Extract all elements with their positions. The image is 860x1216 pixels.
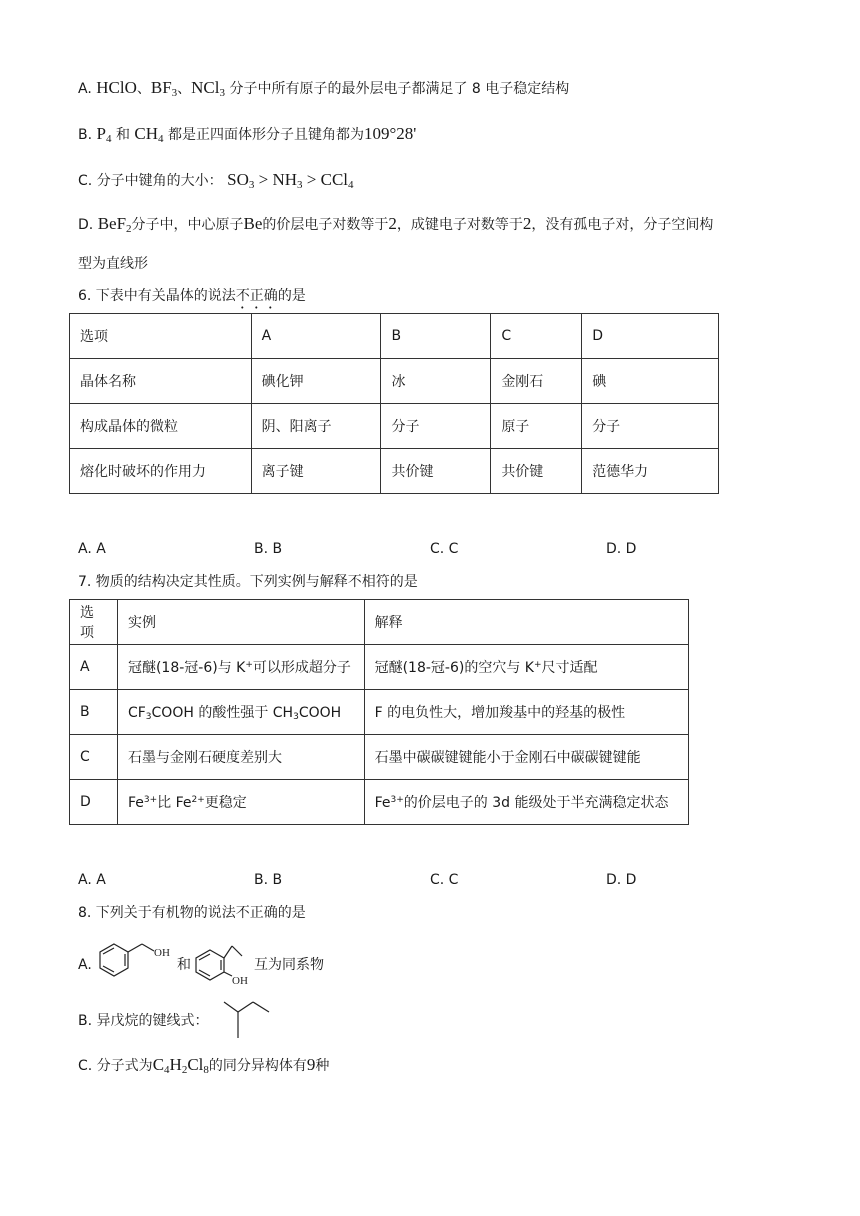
table-row <box>70 359 719 404</box>
table-cell <box>117 690 364 735</box>
option-text: 的同分异构体有 <box>208 1058 307 1074</box>
cell-text: 冠醚(18-冠-6)的空穴与 K <box>374 660 534 676</box>
superscript: + <box>533 660 542 670</box>
q6-stem <box>78 286 306 312</box>
formula-part: NCl <box>191 78 220 97</box>
option-text: 都是正四面体形分子且键角都为 <box>167 127 364 143</box>
number: 9 <box>306 1055 316 1074</box>
cell-text: 比 Fe <box>157 795 192 811</box>
connector-text: 和 <box>115 127 130 143</box>
q6-table-body <box>70 314 719 494</box>
hydroxyl-label: OH <box>232 975 248 987</box>
table-cell <box>117 645 364 690</box>
q8-option-a-label: A. <box>78 957 92 973</box>
subscript: 3 <box>248 179 255 191</box>
option-text: 分子式为 <box>96 1058 153 1074</box>
formula-be: Be <box>243 214 263 233</box>
option-text: 分子中键角的大小： <box>96 173 223 189</box>
formula-p4 <box>97 124 112 143</box>
table-cell: 石墨与金刚石硬度差别大 <box>117 735 364 780</box>
q5-option-c <box>78 170 354 191</box>
superscript: 3+ <box>390 795 404 805</box>
table-cell <box>117 780 364 825</box>
table-header-cell: B <box>381 314 491 359</box>
option-text: 种 <box>315 1058 330 1074</box>
subscript: 4 <box>158 133 164 145</box>
table-cell: B <box>70 690 118 735</box>
superscript: + <box>245 660 253 670</box>
subscript: 2 <box>126 223 132 235</box>
option-text: ，没有孤电子对，分子空间构 <box>531 217 714 233</box>
subscript: 8 <box>203 1064 209 1076</box>
option-label: B. <box>78 1013 93 1029</box>
stem-text: 6. 下表中有关晶体的说法 <box>78 288 236 304</box>
table-cell: 石墨中碳碳键键能小于金刚石中碳碳键键能 <box>364 735 688 780</box>
formula-part: BeF <box>97 214 127 233</box>
formula-part: CCl <box>320 170 349 189</box>
q6-choice-c[interactable]: C. C <box>430 541 459 557</box>
table-cell: 金刚石 <box>491 359 582 404</box>
subscript: 3 <box>171 87 178 99</box>
formula-ch4 <box>134 124 163 143</box>
table-cell: 阴、阳离子 <box>251 404 381 449</box>
number: 2 <box>388 214 397 233</box>
isopentane-skeletal-structure <box>220 996 276 1042</box>
q5-option-d <box>78 214 713 235</box>
formula-part: CH <box>134 124 159 143</box>
formula-part: Cl <box>187 1055 204 1074</box>
separator: 、 <box>177 81 192 97</box>
cell-text: 更稳定 <box>204 795 247 811</box>
formula-nh3 <box>272 170 302 189</box>
table-cell: 冰 <box>381 359 491 404</box>
q6-choice-b[interactable]: B. B <box>254 541 283 557</box>
formula-part: H <box>169 1055 182 1074</box>
table-cell: 分子 <box>381 404 491 449</box>
option-text: ，成键电子对数等于 <box>396 217 523 233</box>
cell-text: 可以形成超分子 <box>252 660 351 676</box>
table-header-cell: 实例 <box>117 600 364 645</box>
table-row <box>70 645 689 690</box>
greater-than: > <box>254 170 273 189</box>
q8-stem: 8. 下列关于有机物的说法不正确的是 <box>78 905 306 921</box>
table-cell: 原子 <box>491 404 582 449</box>
emphasized-text: 不正确 <box>235 288 278 304</box>
cell-text: COOH <box>298 705 342 721</box>
table-cell: 离子键 <box>251 449 381 494</box>
table-cell: 共价键 <box>381 449 491 494</box>
q8-option-b <box>78 1011 209 1031</box>
q7-table <box>69 599 689 825</box>
q5-option-d-line2: 型为直线形 <box>78 256 148 272</box>
benzyl-alcohol-structure <box>92 934 182 984</box>
table-cell: D <box>70 780 118 825</box>
option-label: B. <box>78 127 93 143</box>
formula-so3 <box>227 170 254 189</box>
cell-text: 尺寸适配 <box>541 660 598 676</box>
table-header-cell: A <box>251 314 381 359</box>
table-row <box>70 690 689 735</box>
table-cell <box>364 645 688 690</box>
subscript: 4 <box>105 133 112 145</box>
option-label: D. <box>78 217 94 233</box>
option-text: 分子中，中心原子 <box>131 217 244 233</box>
formula-ccl4 <box>321 170 354 189</box>
formula-c4h2cl8 <box>153 1055 209 1074</box>
formula-ncl3 <box>191 78 225 97</box>
bond-angle: 109°28' <box>363 124 417 143</box>
formula-hclo: HClO <box>96 78 137 97</box>
q8-option-c <box>78 1055 329 1076</box>
q6-choice-a[interactable]: A. A <box>78 541 106 557</box>
table-cell: 碘 <box>582 359 719 404</box>
superscript: 2+ <box>191 795 205 805</box>
cell-text: Fe <box>374 795 391 811</box>
q6-choice-d[interactable]: D. D <box>606 541 637 557</box>
formula-part: BF <box>150 78 172 97</box>
greater-than: > <box>302 170 321 189</box>
cell-text: CF <box>127 705 146 721</box>
table-cell: 共价键 <box>491 449 582 494</box>
table-cell: F 的电负性大，增加羧基中的羟基的极性 <box>364 690 688 735</box>
formula-part: NH <box>272 170 298 189</box>
formula-bef2 <box>98 214 132 233</box>
option-text: 的价层电子对数等于 <box>262 217 389 233</box>
q5-option-a <box>78 78 569 99</box>
cell-text: 冠醚(18-冠-6)与 K <box>127 660 246 676</box>
ethylphenol-structure <box>190 938 260 988</box>
table-row <box>70 314 719 359</box>
option-text: 异戊烷的键线式： <box>96 1013 209 1029</box>
table-header-cell: 选项 <box>70 314 252 359</box>
subscript: 4 <box>348 179 354 191</box>
formula-part: SO <box>227 170 249 189</box>
q7-choice-d[interactable]: D. D <box>606 872 637 888</box>
q7-choice-b[interactable]: B. B <box>254 872 283 888</box>
separator: 、 <box>136 81 151 97</box>
formula-bf3 <box>151 78 177 97</box>
table-row <box>70 404 719 449</box>
table-row <box>70 735 689 780</box>
table-cell: 分子 <box>582 404 719 449</box>
table-row <box>70 780 689 825</box>
cell-text: 的价层电子的 3d 能级处于半充满稳定状态 <box>403 795 669 811</box>
table-cell: 熔化时破坏的作用力 <box>70 449 252 494</box>
cell-text: COOH 的酸性强于 CH <box>151 705 294 721</box>
number: 2 <box>522 214 532 233</box>
cell-text: Fe <box>127 795 144 811</box>
table-header-cell: 选项 <box>70 600 118 645</box>
table-cell: 碘化钾 <box>251 359 381 404</box>
formula-part: P <box>96 124 106 143</box>
q7-choice-a[interactable]: A. A <box>78 872 106 888</box>
option-label: C. <box>78 173 93 189</box>
table-cell: A <box>70 645 118 690</box>
option-text: 互为同系物 <box>254 957 324 973</box>
subscript: 3 <box>219 87 225 99</box>
table-cell: C <box>70 735 118 780</box>
table-header-cell: 解释 <box>364 600 688 645</box>
subscript: 3 <box>297 179 303 191</box>
subscript: 4 <box>164 1064 170 1076</box>
table-cell <box>364 780 688 825</box>
formula-part: C <box>152 1055 165 1074</box>
table-header-cell: D <box>582 314 719 359</box>
table-cell: 范德华力 <box>582 449 719 494</box>
table-row <box>70 600 689 645</box>
hydroxyl-label: OH <box>154 947 170 959</box>
option-label: C. <box>78 1058 93 1074</box>
q7-choice-c[interactable]: C. C <box>430 872 459 888</box>
option-text: 分子中所有原子的最外层电子都满足了 8 电子稳定结构 <box>229 81 570 97</box>
table-cell: 构成晶体的微粒 <box>70 404 252 449</box>
stem-text: 的是 <box>277 288 306 304</box>
table-header-cell: C <box>491 314 582 359</box>
table-row <box>70 449 719 494</box>
q7-stem: 7. 物质的结构决定其性质。下列实例与解释不相符的是 <box>78 574 418 590</box>
q6-table <box>69 313 719 494</box>
table-cell: 晶体名称 <box>70 359 252 404</box>
subscript: 3 <box>293 712 299 722</box>
subscript: 3 <box>145 712 152 722</box>
option-label: A. <box>78 81 92 97</box>
connector-text: 和 <box>177 957 191 973</box>
superscript: 3+ <box>143 795 158 805</box>
subscript: 2 <box>181 1064 188 1076</box>
q5-option-b <box>78 124 416 145</box>
